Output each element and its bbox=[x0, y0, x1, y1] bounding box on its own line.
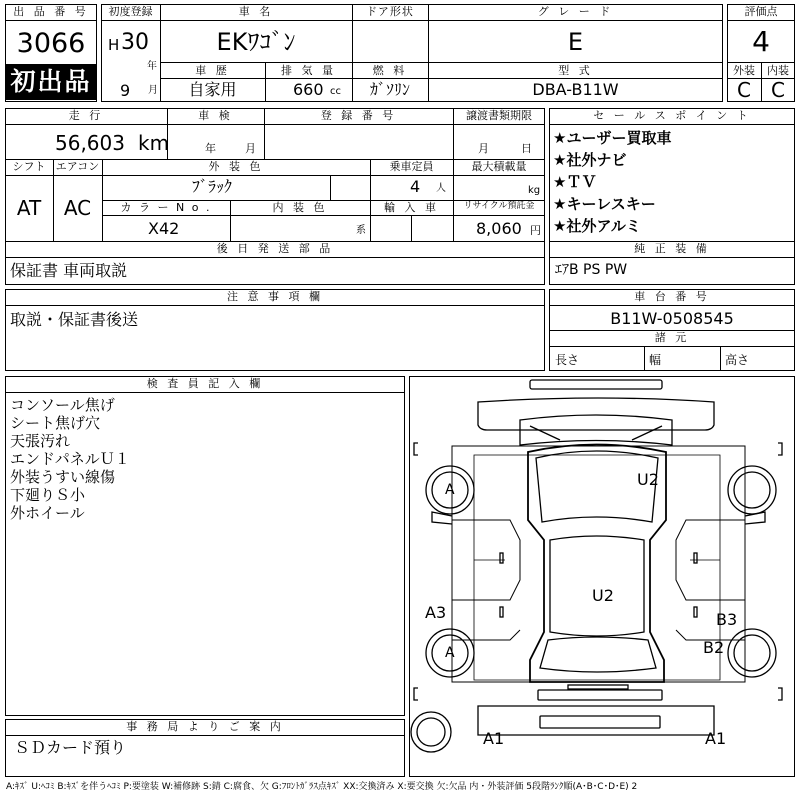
interior-unit: 系 bbox=[356, 225, 366, 236]
score-label: 評価点 bbox=[744, 5, 778, 18]
history-value: 自家用 bbox=[188, 80, 237, 99]
colorno-label: カ ラ ー N o . bbox=[120, 201, 212, 214]
mileage-label: 走 行 bbox=[68, 109, 104, 122]
divider bbox=[644, 346, 645, 371]
fuel-label: 燃 料 bbox=[372, 64, 408, 77]
reg-month: 9 bbox=[120, 81, 131, 100]
score-value: 4 bbox=[752, 25, 770, 58]
inspection-label: 車 検 bbox=[198, 109, 233, 122]
damage-mark-rear-left-wheel: A bbox=[445, 645, 455, 661]
recycle-value: 8,060 bbox=[476, 219, 522, 238]
ext-grade: C bbox=[737, 78, 751, 102]
fuel-value: ｶﾞｿﾘﾝ bbox=[369, 80, 410, 99]
divider bbox=[102, 215, 545, 216]
recycle-unit: 円 bbox=[530, 224, 541, 237]
divider bbox=[330, 175, 331, 200]
model-value: DBA-B11W bbox=[532, 80, 619, 99]
sales-points-label: セ ー ル ス ポ イ ン ト bbox=[593, 109, 751, 122]
divider bbox=[5, 392, 405, 393]
divider bbox=[5, 735, 405, 736]
divider bbox=[549, 257, 795, 258]
displacement-label: 排 気 量 bbox=[281, 64, 336, 77]
divider bbox=[411, 215, 412, 241]
divider bbox=[5, 305, 545, 306]
shift-value: AT bbox=[16, 196, 42, 220]
transfer-day-unit: 日 bbox=[521, 142, 532, 155]
divider bbox=[549, 305, 795, 306]
divider bbox=[5, 175, 545, 176]
reg-year: 30 bbox=[121, 30, 149, 55]
inspector-line: 下廻りＳ小 bbox=[10, 486, 86, 504]
damage-mark-left-rear: A3 bbox=[425, 603, 447, 622]
recycle-label: リサイクル預託金 bbox=[463, 201, 535, 211]
divider bbox=[727, 20, 795, 21]
sales-point: ★ＴＶ bbox=[553, 173, 597, 191]
int-grade-label: 内装 bbox=[767, 64, 789, 77]
color-label: 外 装 色 bbox=[208, 160, 264, 173]
car-name-label: 車 名 bbox=[238, 5, 274, 18]
office-label: 事 務 局 よ り ご 案 内 bbox=[126, 720, 284, 733]
shift-label: シフト bbox=[12, 160, 46, 173]
damage-mark-rear-bumper-right: A1 bbox=[705, 729, 727, 748]
sales-point: ★社外ナビ bbox=[553, 151, 627, 169]
regno-label: 登 録 番 号 bbox=[320, 109, 397, 122]
displacement-unit: cc bbox=[330, 86, 341, 97]
delivery-value: 保証書 車両取説 bbox=[10, 261, 128, 280]
height-label: 高さ bbox=[725, 353, 750, 367]
delivery-label: 後 日 発 送 部 品 bbox=[216, 242, 334, 255]
office-text: ＳＤカード預り bbox=[14, 738, 127, 757]
ac-value: AC bbox=[63, 196, 92, 220]
load-unit: kg bbox=[528, 185, 541, 196]
month-unit: 月 bbox=[148, 85, 158, 96]
inspector-line: 天張汚れ bbox=[10, 432, 71, 450]
first-reg-label: 初度登録 bbox=[108, 5, 153, 18]
inspector-label: 検 査 員 記 入 欄 bbox=[146, 377, 264, 390]
capacity-value: 4 bbox=[410, 177, 421, 196]
notes-label: 注 意 事 項 欄 bbox=[227, 290, 323, 303]
damage-mark-right-rear-fender: B2 bbox=[703, 638, 725, 657]
notes-text: 取説・保証書後送 bbox=[10, 310, 139, 329]
transfer-label: 譲渡書類期限 bbox=[466, 109, 532, 122]
equipment-value: ｴｱB PS PW bbox=[555, 262, 628, 278]
inspection-year-unit: 年 bbox=[205, 142, 216, 155]
inspector-line: 外ホイール bbox=[10, 504, 85, 522]
grade-label: グ レ ー ド bbox=[537, 5, 614, 18]
divider bbox=[5, 124, 545, 125]
divider bbox=[549, 124, 795, 125]
inspector-line: シート焦げ穴 bbox=[10, 414, 101, 432]
divider bbox=[160, 78, 723, 79]
sales-point: ★ユーザー買取車 bbox=[553, 129, 672, 147]
ac-label: エアコン bbox=[55, 160, 100, 173]
legend: A:ｷｽﾞ U:ﾍｺﾐ B:ｷｽﾞを伴うﾍｺﾐ P:要塗装 W:補修跡 S:錆 C:腐食、欠 G:ﾌﾛﾝﾄｶﾞﾗｽ点ｷｽﾞ XX:交換済み X:要交換 欠:欠品 内・外装評価 5段階ﾗﾝｸ順(A･B･C･D･E) 2 bbox=[6, 782, 638, 792]
colorno-value: X42 bbox=[148, 219, 180, 238]
transfer-month-unit: 月 bbox=[478, 142, 489, 155]
model-label: 型 式 bbox=[558, 64, 593, 77]
color-value: ﾌﾞﾗｯｸ bbox=[192, 177, 233, 196]
divider bbox=[160, 62, 723, 63]
load-label: 最大積載量 bbox=[471, 160, 527, 173]
chassis-label: 車 台 番 号 bbox=[634, 290, 710, 303]
car-name: EKﾜｺﾞﾝ bbox=[216, 28, 296, 56]
car-diagram bbox=[409, 376, 795, 777]
first-listing-badge: 初出品 bbox=[6, 64, 96, 100]
sales-point: ★キーレスキー bbox=[553, 195, 656, 213]
equipment-label: 純 正 装 備 bbox=[634, 242, 710, 255]
inspector-line: エンドパネルＵ１ bbox=[10, 450, 130, 468]
interior-label: 内 装 色 bbox=[272, 201, 328, 214]
lot-number: 3066 bbox=[16, 28, 86, 59]
history-label: 車 歴 bbox=[195, 64, 230, 77]
damage-mark-roof-center: U2 bbox=[592, 586, 614, 605]
era: H bbox=[108, 36, 120, 54]
length-label: 長さ bbox=[555, 353, 580, 367]
capacity-unit: 人 bbox=[436, 183, 446, 194]
divider bbox=[549, 346, 795, 347]
damage-mark-roof: U2 bbox=[637, 470, 659, 489]
int-grade: C bbox=[771, 78, 785, 102]
inspector-line: コンソール焦げ bbox=[10, 396, 115, 414]
chassis-number: B11W-0508545 bbox=[610, 309, 734, 328]
lot-number-label: 出 品 番 号 bbox=[13, 5, 89, 18]
ext-grade-label: 外装 bbox=[733, 64, 755, 77]
damage-mark-rear-bumper-left: A1 bbox=[483, 729, 505, 748]
import-label: 輸 入 車 bbox=[384, 201, 439, 214]
year-unit: 年 bbox=[147, 61, 157, 72]
mileage-value: 56,603 bbox=[55, 131, 125, 155]
door-label: ドア形状 bbox=[366, 5, 414, 18]
divider bbox=[101, 20, 723, 21]
divider bbox=[720, 346, 721, 371]
grade-value: E bbox=[567, 28, 584, 56]
inspector-line: 外装うすい線傷 bbox=[10, 468, 116, 486]
mileage-unit: km bbox=[138, 131, 170, 155]
damage-mark-front-left-wheel: A bbox=[445, 482, 455, 498]
displacement-value: 660 bbox=[293, 80, 324, 99]
divider bbox=[5, 20, 97, 21]
damage-mark-right-rear-door: B3 bbox=[716, 610, 738, 629]
specs-label: 諸 元 bbox=[654, 331, 690, 344]
divider bbox=[5, 257, 545, 258]
inspection-month-unit: 月 bbox=[245, 142, 256, 155]
capacity-label: 乗車定員 bbox=[389, 160, 434, 173]
width-label: 幅 bbox=[649, 353, 662, 367]
sales-point: ★社外アルミ bbox=[553, 217, 641, 235]
